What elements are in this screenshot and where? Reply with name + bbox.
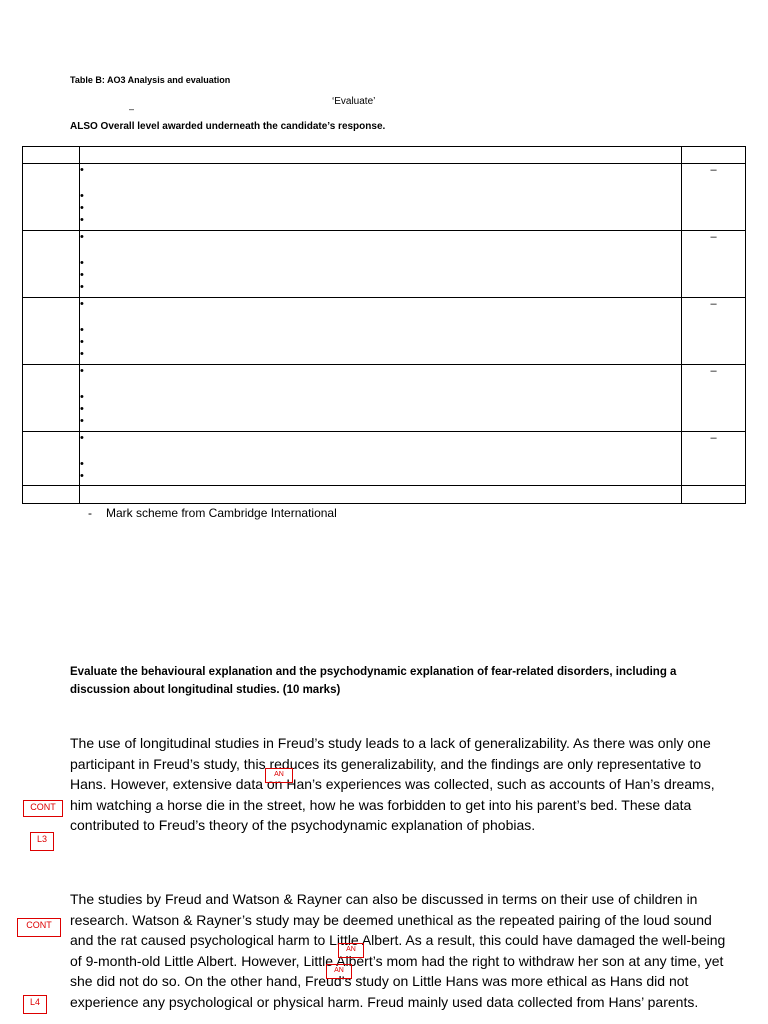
bullet: •	[80, 470, 84, 482]
bullet: •	[80, 257, 84, 269]
table-row	[23, 298, 746, 365]
mark-cell: –	[682, 298, 746, 365]
annotation-level-tag: L4	[23, 995, 47, 1014]
annotation-an-tag: AN	[338, 943, 364, 958]
bullet: •	[80, 214, 84, 226]
bullet: •	[80, 298, 84, 310]
source-note	[88, 506, 337, 520]
bullet: •	[80, 164, 84, 176]
bullet: •	[80, 458, 84, 470]
bullet: •	[80, 415, 84, 427]
table-footer-row	[23, 486, 746, 504]
bullet-list	[80, 432, 682, 486]
overall-level-note: ALSO Overall level awarded underneath the candidate’s response.	[70, 121, 386, 132]
bullet-list	[80, 164, 682, 231]
bullet: •	[80, 324, 84, 336]
table-row	[23, 365, 746, 432]
table-row	[23, 164, 746, 231]
annotation-an-tag: AN	[326, 964, 352, 979]
bullet-list	[80, 231, 682, 298]
annotation-cont-tag: CONT	[23, 800, 63, 817]
mark-cell: –	[682, 164, 746, 231]
annotation-an-tag: AN	[265, 768, 293, 783]
bullet: •	[80, 231, 84, 243]
bullet: •	[80, 348, 84, 360]
small-dash: –	[129, 104, 135, 114]
source-note-text: Mark scheme from Cambridge International	[106, 506, 337, 520]
question-prompt: Evaluate the behavioural explanation and the psychodynamic explanation of fear-related disorders, including a discussion about longitudinal studies. (10 marks)	[70, 666, 677, 696]
bullet: •	[80, 336, 84, 348]
bullet-list	[80, 298, 682, 365]
table-header-row	[23, 147, 746, 164]
bullet: •	[80, 365, 84, 377]
essay-paragraph-1: The use of longitudinal studies in Freud’s study leads to a lack of generalizability. As there was only one participant in Freud’s study, this reduces its generalizability, and the findings are only representative to Hans. However, extensive data on Han’s experiences was collected, such as accounts of Han’s dreams, him watching a horse die in the street, how he was forbidden to get into his parent’s bed. These data contributed to Freud’s theory of the psychodynamic explanation of phobias.	[70, 735, 715, 833]
table-row	[23, 231, 746, 298]
annotation-cont-tag: CONT	[17, 918, 61, 937]
mark-cell: –	[682, 365, 746, 432]
bullet: •	[80, 269, 84, 281]
mark-cell: –	[682, 231, 746, 298]
table-row	[23, 432, 746, 486]
essay-paragraph-2: The studies by Freud and Watson & Rayner can also be discussed in terms on their use of children in research. Watson & Rayner’s study may be deemed unethical as the repeated pairing of the loud sound and the rat caused psychological harm to Little Albert. As a result, this could have damaged the well-being of 9-month-old Little Albert. However, Little Albert’s mom had the right to withdraw her son at any time, yet she did not do so. On the other hand, Freud’s study on Little Hans was more ethical as Hans did not experience any psychological or physical harm. Freud mainly used data collected from Hans’ parents.	[70, 891, 726, 1010]
bullet: •	[80, 190, 84, 202]
bullet-list	[80, 365, 682, 432]
mark-cell: –	[682, 432, 746, 486]
bullet: •	[80, 403, 84, 415]
source-note-dash: -	[88, 506, 92, 520]
annotation-level-tag: L3	[30, 832, 54, 851]
evaluate-label: ‘Evaluate’	[332, 96, 376, 107]
table-title: Table B: AO3 Analysis and evaluation	[70, 75, 231, 85]
bullet: •	[80, 202, 84, 214]
bullet: •	[80, 391, 84, 403]
bullet: •	[80, 281, 84, 293]
bullet: •	[80, 432, 84, 444]
mark-scheme-table	[22, 146, 746, 504]
